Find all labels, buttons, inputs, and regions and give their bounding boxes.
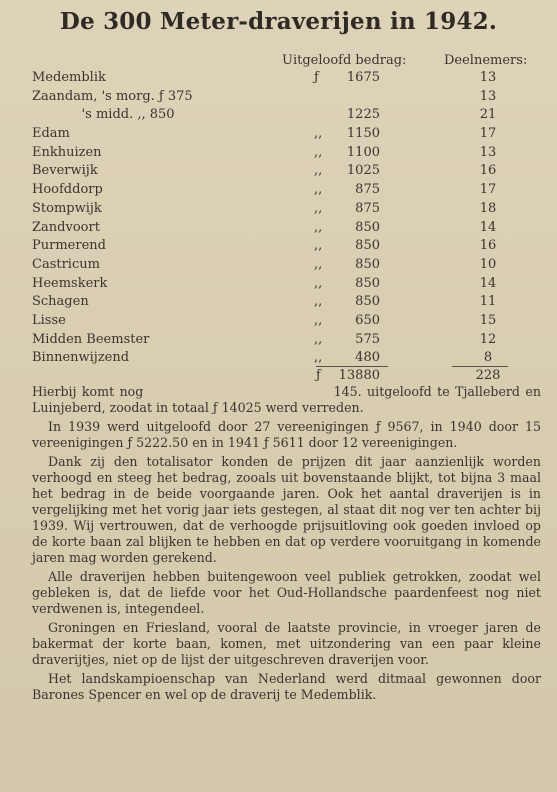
amount-value: 875 [355, 182, 380, 198]
amount-value: 850 [355, 256, 380, 272]
amount-value: 1100 [346, 144, 380, 160]
place-name: Schagen [32, 294, 89, 310]
column-header-participants: Deelnemers: [444, 53, 528, 68]
currency-mark: ,, [314, 350, 323, 366]
paragraph: In 1939 werd uitgeloofd door 27 vereenigingen ƒ 9567, in 1940 door 15 vereenigingen ƒ 5222.50 en in 1941 ƒ 5611 door 12 vereenigingen. [32, 419, 541, 450]
participants-value: 11 [479, 294, 497, 310]
currency-mark: ,, [314, 256, 323, 272]
place-name: Hoofddorp [32, 182, 103, 198]
table-row [0, 181, 557, 200]
article-title: De 300 Meter-draverijen in 1942. [59, 8, 498, 35]
amount-value: 850 [355, 219, 380, 235]
place-name: Zaandam, 's morg. ƒ 375 [32, 88, 193, 104]
participants-value: 12 [479, 331, 497, 347]
participants-value: 15 [479, 312, 497, 328]
total-participants: 228 [475, 368, 501, 383]
place-name: Castricum [32, 256, 100, 272]
currency-mark: ƒ [316, 368, 321, 383]
participants-value: 8 [483, 350, 493, 366]
participants-value: 14 [479, 275, 497, 291]
place-name: Stompwijk [32, 200, 102, 216]
amount-value: 1675 [346, 70, 380, 85]
table-row [0, 256, 557, 275]
table-row [0, 237, 557, 256]
place-name: Enkhuizen [32, 144, 102, 160]
amount-value: 480 [355, 350, 380, 366]
results-table [0, 69, 557, 368]
totals-row [0, 367, 557, 385]
paragraph: Groningen en Friesland, vooral de laatste provincie, in vroeger jaren de bakermat der korte baan, komen, met uitzondering van een paar kleine draverijtjes, niet op de lijst der uitgeschreven draverijen voor. [32, 620, 541, 667]
currency-mark: ,, [314, 294, 323, 310]
amount-value: 650 [355, 312, 380, 328]
table-row [0, 293, 557, 312]
place-name: Lisse [32, 312, 66, 328]
participants-value: 16 [479, 238, 497, 254]
amount-value: 1225 [346, 107, 380, 123]
currency-mark: ,, [314, 312, 323, 328]
place-name: Edam [32, 126, 70, 142]
currency-mark: ƒ [314, 70, 319, 85]
paragraph: Alle draverijen hebben buitengewoon veel publiek getrokken, zoodat wel gebleken is, dat de liefde voor het Oud-Hollandsche paardenfeest nog niet verdwenen is, integendeel. [32, 569, 541, 616]
amount-value: 850 [355, 275, 380, 291]
place-name: Midden Beemster [32, 331, 150, 347]
amount-value: 875 [355, 200, 380, 216]
participants-value: 13 [479, 88, 497, 104]
table-row [0, 275, 557, 294]
participants-value: 21 [479, 107, 497, 123]
table-row [0, 69, 557, 88]
total-amount: 13880 [338, 368, 380, 383]
amount-value: 850 [355, 238, 380, 254]
paragraph: Het landskampioenschap van Nederland werd ditmaal gewonnen door Barones Spencer en wel op de draverij te Medemblik. [32, 671, 541, 702]
amount-value: 1025 [346, 163, 380, 179]
participants-value: 14 [479, 219, 497, 235]
table-row [0, 106, 557, 125]
paragraph: Hierbij komt nog 145. uitgeloofd te Tjalleberd en Luinjeberd, zoodat in totaal ƒ 14025 werd verreden. [32, 384, 546, 415]
currency-mark: ,, [314, 126, 323, 142]
paragraph: Dank zij den totalisator konden de prijzen dit jaar aanzienlijk worden verhoogd en steeg het bedrag, zooals uit bovenstaande blijkt, tot bijna 3 maal het bedrag in de beide voorgaande jaren. Ook het aantal draverijen is in vergelijking met het vorig jaar iets gestegen, al staat dit nog ver ten achter bij 1939. Wij vertrouwen, dat de verhoogde prijsuitloving ook goeden invloed op de korte baan zal blijken te hebben en dat op verdere vooruitgang in komende jaren mag worden gerekend. [32, 454, 541, 565]
table-row [0, 162, 557, 181]
currency-mark: ,, [314, 182, 323, 198]
table-row [0, 200, 557, 219]
amount-value: 575 [355, 331, 380, 347]
place-name: Beverwijk [32, 163, 98, 179]
participants-value: 17 [479, 126, 497, 142]
amount-value: 1150 [346, 126, 380, 142]
place-name: Medemblik [32, 70, 106, 85]
table-row [0, 331, 557, 350]
currency-mark: ,, [314, 219, 323, 235]
place-name: Purmerend [32, 238, 106, 254]
currency-mark: ,, [314, 238, 323, 254]
place-name: Zandvoort [32, 219, 100, 235]
column-header-amount: Uitgeloofd bedrag: [282, 53, 407, 68]
table-row [0, 219, 557, 238]
participants-value: 17 [479, 182, 497, 198]
amount-value: 850 [355, 294, 380, 310]
participants-value: 10 [479, 256, 497, 272]
participants-value: 13 [479, 144, 497, 160]
participants-value: 18 [479, 200, 497, 216]
table-row [0, 88, 557, 107]
currency-mark: ,, [314, 275, 323, 291]
participants-value: 13 [479, 70, 497, 85]
place-name: 's midd. ,, 850 [32, 107, 175, 123]
place-name: Heemskerk [32, 275, 108, 291]
table-row [0, 125, 557, 144]
table-row [0, 144, 557, 163]
table-row [0, 312, 557, 331]
currency-mark: ,, [314, 163, 323, 179]
currency-mark: ,, [314, 144, 323, 160]
article-body [32, 384, 546, 706]
currency-mark: ,, [314, 331, 323, 347]
place-name: Binnenwijzend [32, 350, 130, 366]
participants-value: 16 [479, 163, 497, 179]
currency-mark: ,, [314, 200, 323, 216]
